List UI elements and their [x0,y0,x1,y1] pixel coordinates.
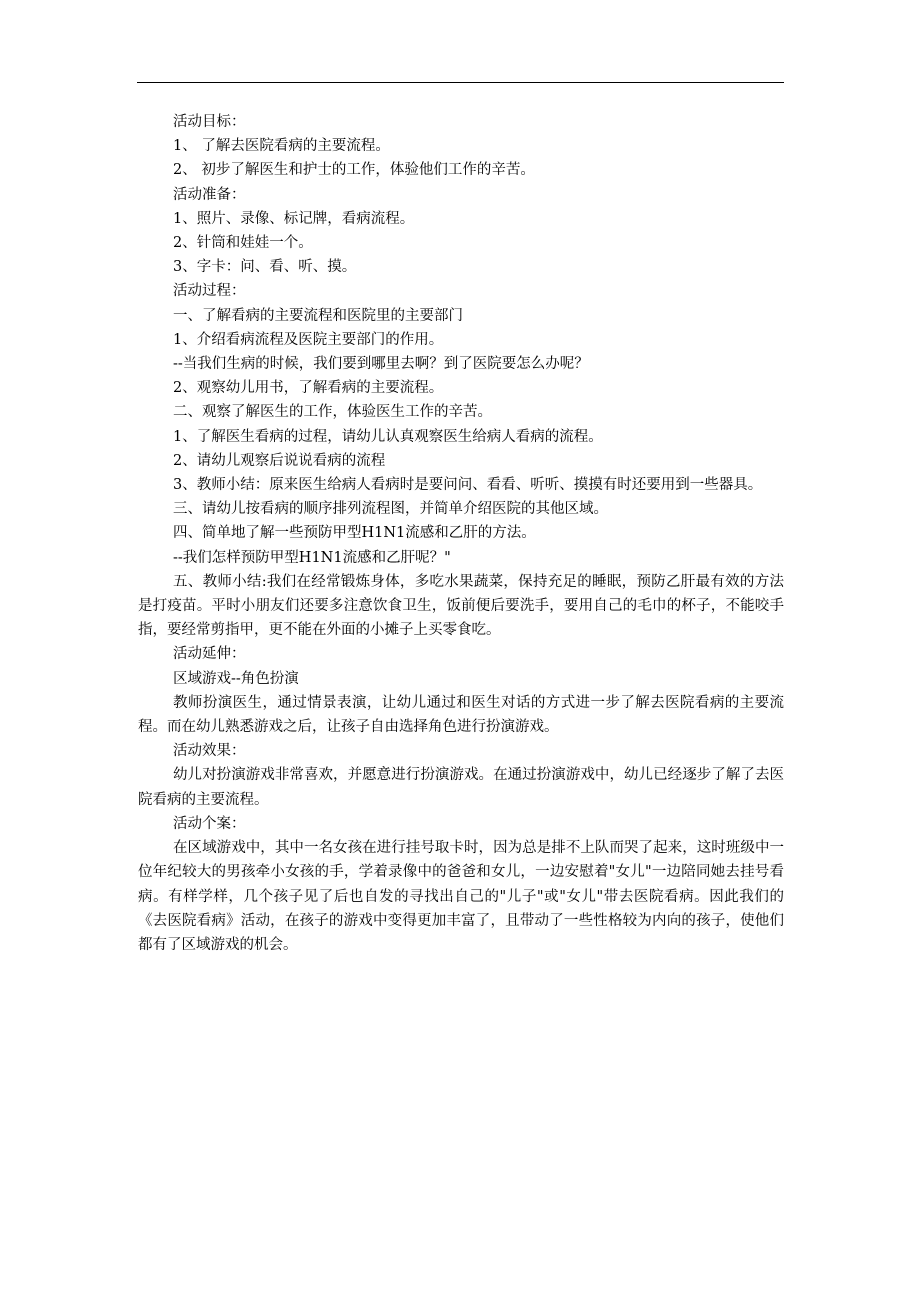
process-step-2: 二、观察了解医生的工作，体验医生工作的辛苦。 [173,404,492,421]
process-substep: 2、观察幼儿用书，了解看病的主要流程。 [173,380,444,397]
section-heading-case: 活动个案： [173,815,246,832]
process-substep: 1、了解医生看病的过程，请幼儿认真观察医生给病人看病的流程。 [173,428,603,445]
process-step-1: 一、了解看病的主要流程和医院里的主要部门 [173,307,463,324]
preparation-item-2: 2、针筒和娃娃一个。 [173,235,313,252]
section-heading-process: 活动过程： [173,283,246,300]
process-dialogue: --我们怎样预防甲型H1N1流感和乙肝呢？" [173,549,451,566]
document-body [138,110,784,957]
process-substep: 2、请幼儿观察后说说看病的流程 [173,452,386,469]
extension-paragraph: 教师扮演医生，通过情景表演，让幼儿通过和医生对话的方式进一步了解去医院看病的主要流程。而在幼儿熟悉游戏之后，让孩子自由选择角色进行扮演游戏。 [138,694,784,736]
extension-subheading: 区域游戏--角色扮演 [173,670,299,687]
section-heading-effect: 活动效果： [173,743,246,760]
process-substep: 1、介绍看病流程及医院主要部门的作用。 [173,331,444,348]
goal-item-1: 1、 了解去医院看病的主要流程。 [173,138,390,155]
effect-paragraph: 幼儿对扮演游戏非常喜欢，并愿意进行扮演游戏。在通过扮演游戏中，幼儿已经逐步了解了去医院看病的主要流程。 [138,767,784,808]
section-heading-extension: 活动延伸： [173,646,246,663]
process-step-4: 四、简单地了解一些预防甲型H1N1流感和乙肝的方法。 [173,525,536,542]
preparation-item-3: 3、字卡：问、看、听、摸。 [173,259,357,276]
process-substep: 3、教师小结：原来医生给病人看病时是要问问、看看、听听、摸摸有时还要用到一些器具。 [173,477,763,494]
section-heading-goals: 活动目标： [173,114,246,130]
process-step-5: 五、教师小结:我们在经常锻炼身体，多吃水果蔬菜，保持充足的睡眠，预防乙肝最有效的方法是打疫苗。平时小朋友们还要多注意饮食卫生，饭前便后要洗手，要用自己的毛巾的杯子，不能咬手指，要经常剪指甲，更不能在外面的小摊子上买零食吃。 [138,573,784,639]
process-step-3: 三、请幼儿按看病的顺序排列流程图，并简单介绍医院的其他区域。 [173,501,608,518]
header-rule [137,82,784,83]
goal-item-2: 2、 初步了解医生和护士的工作，体验他们工作的辛苦。 [173,162,535,179]
process-dialogue: --当我们生病的时候，我们要到哪里去啊？到了医院要怎么办呢？ [173,356,589,373]
section-heading-preparation: 活动准备： [173,186,246,203]
case-paragraph: 在区域游戏中，其中一名女孩在进行挂号取卡时，因为总是排不上队而哭了起来，这时班级中一位年纪较大的男孩牵小女孩的手，学着录像中的爸爸和女儿，一边安慰着"女儿"一边陪同她去挂号看病。有样学样，几个孩子见了后也自发的寻找出自己的"儿子"或"女儿"带去医院看病。因此我们的《去医院看病》活动，在孩子的游戏中变得更加丰富了，且带动了一些性格较为内向的孩子，使他们都有了区域游戏的机会。 [138,840,784,953]
preparation-item-1: 1、照片、录像、标记牌，看病流程。 [173,210,415,227]
